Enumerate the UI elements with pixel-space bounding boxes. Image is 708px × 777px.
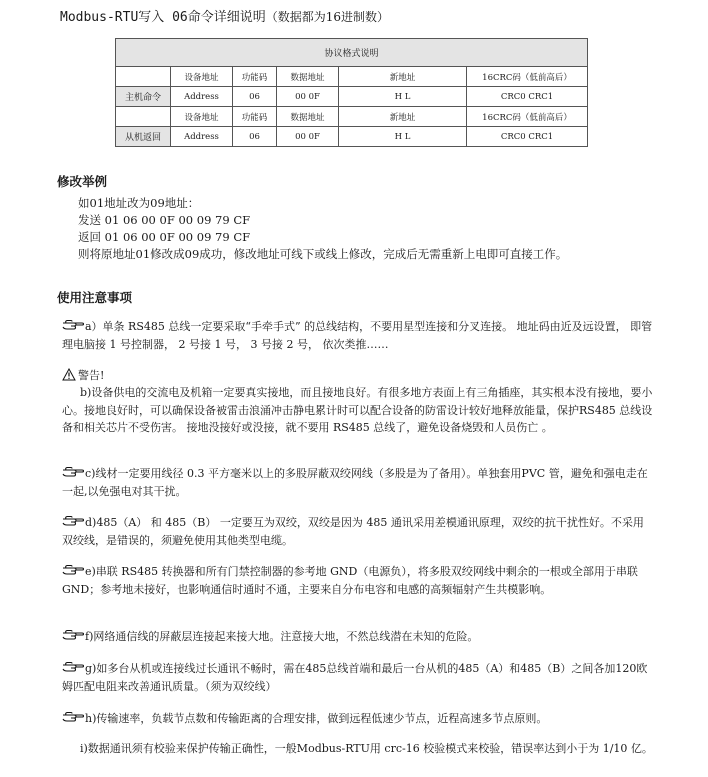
table-cell: 00 0F xyxy=(277,127,339,147)
table-cell: H L xyxy=(339,127,467,147)
column-header: 功能码 xyxy=(233,107,277,127)
table-cell: 06 xyxy=(233,87,277,107)
pointing-hand-icon xyxy=(62,466,84,478)
table-header-row xyxy=(116,107,588,127)
table-cell: Address xyxy=(171,87,233,107)
column-header: 数据地址 xyxy=(277,67,339,87)
example-line: 如01地址改为09地址： xyxy=(78,196,200,210)
column-header: 设备地址 xyxy=(171,67,233,87)
table-cell xyxy=(116,107,171,127)
note-g: g)如多台从机或连接线过长通讯不畅时，需在485总线首端和最后一台从机的485（A）和485（B）之间各加120欧姆匹配电阻来改善通讯质量。（须为双绞线） xyxy=(62,662,648,693)
table-cell: H L xyxy=(339,87,467,107)
pointing-hand-icon xyxy=(62,629,84,641)
column-header: 功能码 xyxy=(233,67,277,87)
example-line: 返回 01 06 00 0F 00 09 79 CF xyxy=(78,230,251,244)
note-b: b)设备供电的交流电及机箱一定要真实接地，而且接地良好。有很多地方表面上有三角插座，其实根本没有接地，要小心。接地良好时，可以确保设备被雷击浪涌冲击静电累计时可以配合设备的防雷设计较好地释放能量，保护RS485 总线设备和相关芯片不受伤害。 接地没接好或没接，就不要用 RS485 总线了，避免设备烧毁和人员伤亡 。 xyxy=(62,386,653,434)
note-a: a）单条 RS485 总线一定要采取“手牵手式” 的总线结构，不要用星型连接和分叉连接。 地址码由近及远设置， 即管理电脑接 1 号控制器， 2 号接 1 号， 3 号接 2 号， 依次类推…… xyxy=(62,320,653,351)
example-line: 发送 01 06 00 0F 00 09 79 CF xyxy=(78,213,251,227)
protocol-table xyxy=(115,38,588,147)
table-cell: CRC0 CRC1 xyxy=(467,127,588,147)
column-header: 数据地址 xyxy=(277,107,339,127)
note-e: e)串联 RS485 转换器和所有门禁控制器的参考地 GND（电源负），将多股双绞网线中剩余的一根或全部用于串联 GND；参考地未接好，也影响通信时通时不通，主要来自分布电容和电感的高频辐射产生共模影响。 xyxy=(62,565,638,596)
table-cell xyxy=(116,67,171,87)
table-cell: 06 xyxy=(233,127,277,147)
column-header: 设备地址 xyxy=(171,107,233,127)
pointing-hand-icon xyxy=(62,711,84,723)
table-caption: 协议格式说明 xyxy=(116,39,588,67)
note-i: i)数据通讯须有校验来保护传输正确性，一般Modbus-RTU用 crc-16 校验模式来校验，错误率达到小于为 1/10 亿。 xyxy=(80,742,653,755)
example-heading: 修改举例 xyxy=(57,174,108,189)
table-row xyxy=(116,87,588,107)
warning-title: 警告! xyxy=(62,367,654,385)
note-h: h)传输速率，负载节点数和传输距离的合理安排，做到远程低速少节点，近程高速多节点原则。 xyxy=(62,710,654,728)
column-header: 16CRC码（低前高后） xyxy=(467,107,588,127)
row-label: 主机命令 xyxy=(116,87,171,107)
table-row xyxy=(116,127,588,147)
pointing-hand-icon xyxy=(62,564,84,576)
note-d: d)485（A） 和 485（B） 一定要互为双绞，双绞是因为 485 通讯采用差模通讯原理，双绞的抗干扰性好。不采用双绞线，是错误的，须避免使用其他类型电缆。 xyxy=(62,516,644,547)
table-cell: Address xyxy=(171,127,233,147)
pointing-hand-icon xyxy=(62,319,84,331)
example-block xyxy=(78,195,567,263)
table-cell: 00 0F xyxy=(277,87,339,107)
table-header-row xyxy=(116,67,588,87)
pointing-hand-icon xyxy=(62,661,84,673)
notes-heading: 使用注意事项 xyxy=(57,290,133,305)
column-header: 新地址 xyxy=(339,67,467,87)
table-cell: CRC0 CRC1 xyxy=(467,87,588,107)
page-title: Modbus-RTU写入 06命令详细说明（数据都为16进制数） xyxy=(60,10,390,25)
column-header: 16CRC码（低前高后） xyxy=(467,67,588,87)
note-f: f)网络通信线的屏蔽层连接起来接大地。注意接大地，不然总线潜在未知的危险。 xyxy=(62,628,654,646)
pointing-hand-icon xyxy=(62,515,84,527)
warning-icon xyxy=(62,368,76,381)
note-c: c)线材一定要用线径 0.3 平方毫米以上的多股屏蔽双绞网线（多股是为了备用）。单独套用PVC 管，避免和强电走在一起,以免强电对其干扰。 xyxy=(62,467,648,498)
example-line: 则将原地址01修改成09成功，修改地址可线下或线上修改，完成后无需重新上电即可直接工作。 xyxy=(78,247,568,261)
row-label: 从机返回 xyxy=(116,127,171,147)
column-header: 新地址 xyxy=(339,107,467,127)
